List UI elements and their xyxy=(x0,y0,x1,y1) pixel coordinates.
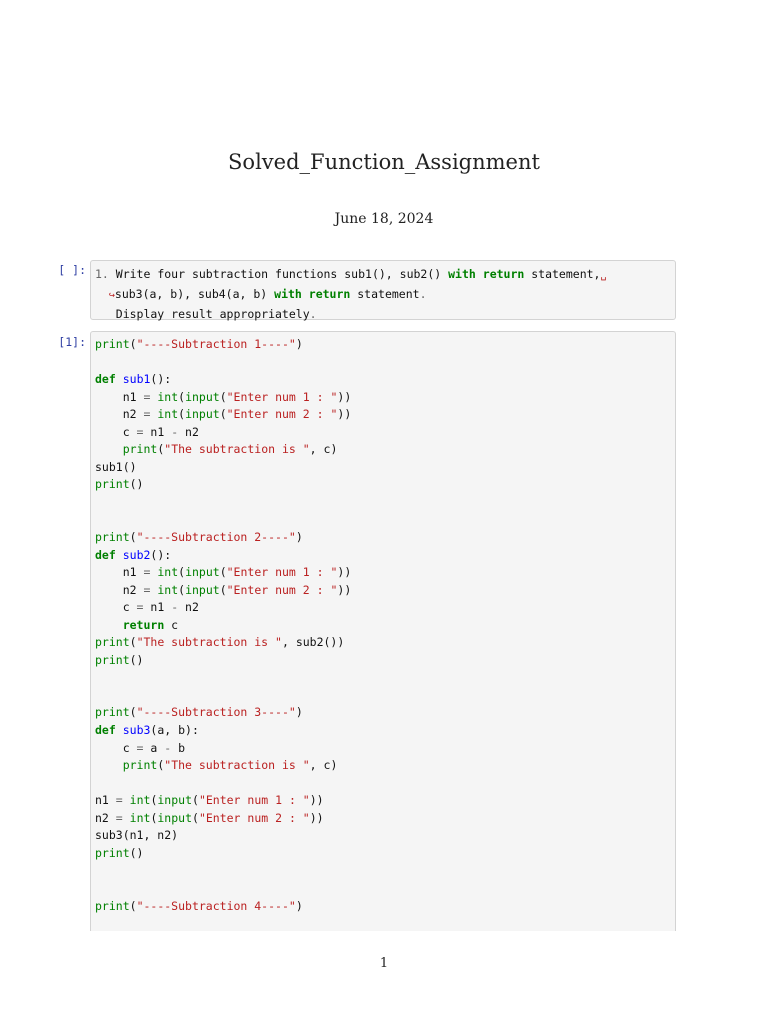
markdown-cell[interactable] xyxy=(90,260,676,320)
code-cell-source: print("----Subtraction 1----") def sub1(): n1 = int(input("Enter num 1 : ")) n2 = int(input("Enter num 2 : ")) c = n1 - n2 print("The subtraction is ", c) sub1() print() print("----Subtraction 2----") def sub2(): n1 = int(input("Enter num 1 : ")) n2 = int(input("Enter num 2 : ")) c = n1 - n2 return c print("The subtraction is ", sub2()) print() print("----Subtraction 3----") def sub3(a, b): c = a - b print("The subtraction is ", c) n1 = int(input("Enter num 1 : ")) n2 = int(input("Enter num 2 : ")) sub3(n1, n2) print() print("----Subtraction 4----") xyxy=(95,337,352,913)
document-date: June 18, 2024 xyxy=(334,211,434,227)
markdown-cell-prompt: [ ]: xyxy=(58,263,86,277)
code-cell[interactable] xyxy=(90,331,676,931)
markdown-cell-text: 1. Write four subtraction functions sub1(), sub2() with return statement,␣ ↪sub3(a, b), sub4(a, b) with return statement. Display result appropriately. xyxy=(95,267,607,321)
code-cell-prompt: [1]: xyxy=(58,335,86,349)
line-continuation-icon: ↪ xyxy=(108,290,115,301)
page-number: 1 xyxy=(379,956,389,971)
line-wrap-icon: ␣ xyxy=(600,270,607,281)
document-title: Solved_Function_Assignment xyxy=(228,150,540,174)
